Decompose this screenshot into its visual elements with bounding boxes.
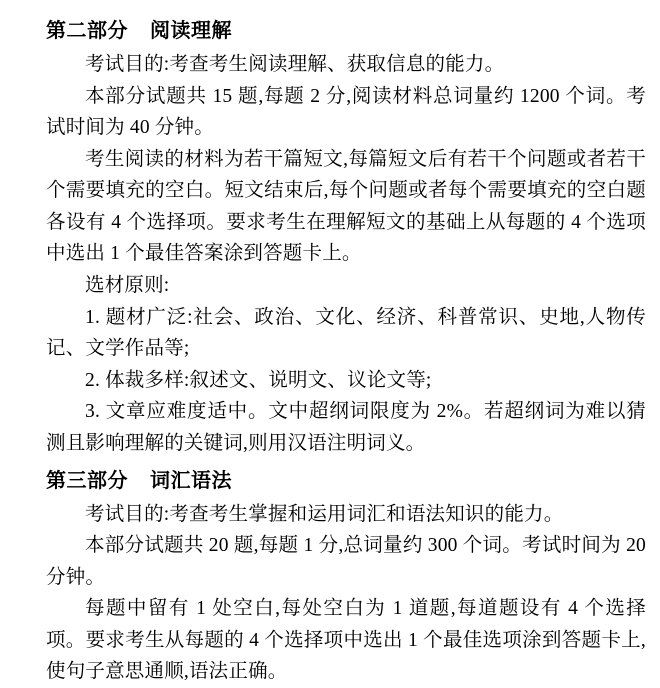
section-heading-title: 阅读理解	[150, 20, 232, 42]
paragraph: 考生阅读的材料为若干篇短文,每篇短文后有若干个问题或者若干个需要填充的空白。短文结束后,每个问题或者每个需要填充的空白题各设有 4 个选择项。要求考生在理解短文的基础上从每题的 4 个选项中选出 1 个最佳答案涂到答题卡上。	[46, 148, 646, 265]
list-item: 2. 体裁多样:叙述文、说明文、议论文等;	[85, 369, 432, 391]
section-heading-number: 第三部分	[46, 469, 128, 492]
section-vocabulary-grammar	[46, 466, 646, 688]
section-heading	[46, 466, 646, 497]
section-heading-title: 词汇语法	[150, 469, 232, 492]
paragraph: 考试目的:考查考生掌握和运用词汇和语法知识的能力。	[85, 503, 564, 525]
paragraph: 考试目的:考查考生阅读理解、获取信息的能力。	[85, 54, 505, 75]
section-reading-comprehension	[46, 16, 646, 460]
list-item: 3. 文章应难度适中。文中超纲词限度为 2%。若超纲词为难以猜测且影响理解的关键词,则用汉语注明词义。	[46, 401, 646, 454]
section-heading-number: 第二部分	[46, 20, 128, 42]
paragraph: 每题中留有 1 处空白,每处空白为 1 道题,每道题设有 4 个选择项。要求考生从每题的 4 个选择项中选出 1 个最佳选项涂到答题卡上,使句子意思通顺,语法正确。	[46, 598, 646, 683]
paragraph: 本部分试题共 20 题,每题 1 分,总词量约 300 个词。考试时间为 20 分钟。	[46, 535, 646, 588]
section-heading	[46, 16, 646, 47]
paragraph: 选材原则:	[85, 275, 170, 297]
list-item: 1. 题材广泛:社会、政治、文化、经济、科普常识、史地,人物传记、文学作品等;	[46, 306, 646, 360]
paragraph: 本部分试题共 15 题,每题 2 分,阅读材料总词量约 1200 个词。考试时间为 40 分钟。	[46, 85, 646, 139]
